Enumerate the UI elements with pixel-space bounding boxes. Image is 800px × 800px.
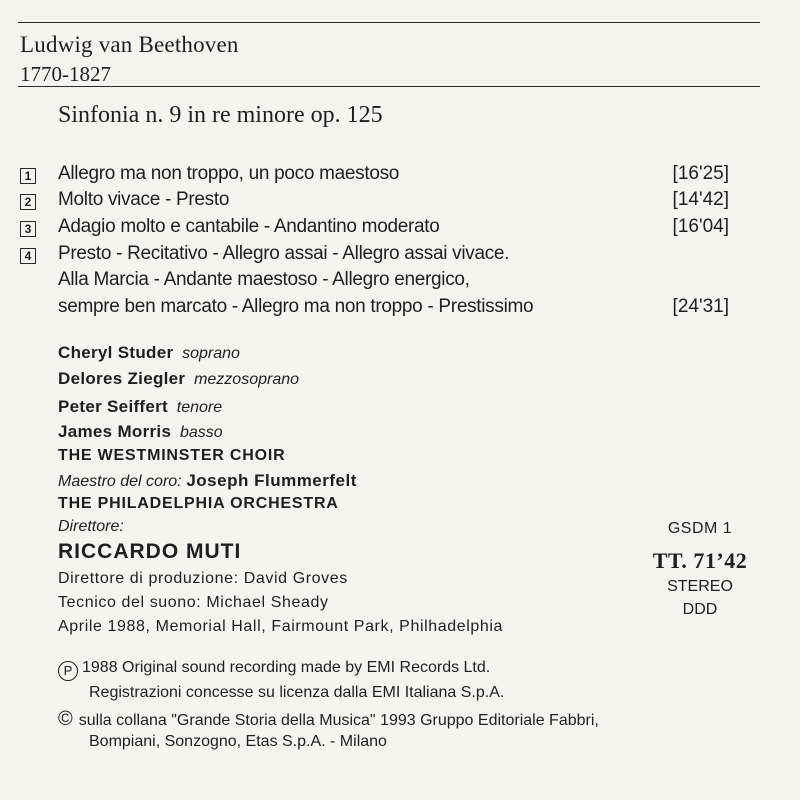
licence-line: Registrazioni concesse su licenza dalla EMI Italiana S.p.A. — [89, 684, 505, 701]
copyright-icon: © — [58, 708, 73, 730]
performer-role: tenore — [176, 399, 223, 416]
chorus-master-line — [58, 471, 357, 491]
copyright-text: sulla collana "Grande Storia della Musica" 1993 Gruppo Editoriale Fabbri, — [78, 712, 599, 729]
track-title: Presto - Recitativo - Allegro assai - Allegro assai vivace. — [58, 243, 510, 264]
producer-credit: Direttore di produzione: David Groves — [58, 570, 348, 587]
track-title: Molto vivace - Presto — [58, 189, 230, 210]
track-duration: [24'31] — [672, 296, 729, 317]
work-title: Sinfonia n. 9 in re minore op. 125 — [58, 102, 383, 128]
track-number-box: 4 — [20, 248, 36, 264]
track-title: Adagio molto e cantabile - Andantino moderato — [58, 216, 440, 237]
performer-name: James Morris — [58, 422, 172, 441]
performer-role: soprano — [182, 345, 240, 362]
track-row — [20, 296, 760, 322]
phonogram-line — [58, 659, 490, 681]
composer-dates: 1770-1827 — [20, 62, 111, 86]
choir-name: THE WESTMINSTER CHOIR — [58, 447, 286, 464]
publisher-line: Bompiani, Sonzogno, Etas S.p.A. - Milano — [89, 733, 387, 750]
conductor-label: Direttore: — [58, 518, 124, 535]
total-time: TT. 71’42 — [652, 548, 748, 573]
track-number-box: 3 — [20, 221, 36, 237]
track-number-box: 1 — [20, 168, 36, 184]
track-row — [20, 189, 760, 215]
track-row — [20, 216, 760, 242]
conductor-name: RICCARDO MUTI — [58, 540, 242, 563]
performer-name: Cheryl Studer — [58, 343, 174, 362]
performer-role: basso — [179, 424, 223, 441]
copyright-line — [58, 708, 599, 731]
performer-4 — [58, 422, 223, 442]
track-duration: [16'04] — [672, 216, 729, 237]
track-duration: [16'25] — [672, 163, 729, 184]
track-duration: [14'42] — [672, 189, 729, 210]
orchestra-name: THE PHILADELPHIA ORCHESTRA — [58, 495, 339, 512]
chorus-master-label: Maestro del coro: — [58, 473, 182, 490]
performer-2 — [58, 369, 299, 389]
track-row — [20, 163, 760, 189]
stereo-label: STEREO — [667, 578, 733, 595]
performer-1 — [58, 343, 240, 363]
chorus-master-name: Joseph Flummerfelt — [186, 471, 357, 490]
performer-name: Peter Seiffert — [58, 397, 169, 416]
engineer-credit: Tecnico del suono: Michael Sheady — [58, 594, 329, 611]
phonogram-icon: P — [58, 661, 78, 681]
track-number-box: 2 — [20, 194, 36, 210]
performer-name: Delores Ziegler — [58, 369, 186, 388]
track-row — [20, 243, 760, 269]
recording-date-place: Aprile 1988, Memorial Hall, Fairmount Park, Philhadelphia — [58, 618, 504, 635]
track-title: Alla Marcia - Andante maestoso - Allegro energico, — [58, 269, 470, 290]
track-row — [20, 269, 760, 295]
top-rule — [18, 22, 760, 23]
performer-3 — [58, 397, 222, 417]
composer-name: Ludwig van Beethoven — [20, 32, 239, 57]
performer-role: mezzosoprano — [194, 371, 300, 388]
track-title: sempre ben marcato - Allegro ma non troppo - Prestissimo — [58, 296, 534, 317]
ddd-label: DDD — [682, 601, 718, 618]
track-title: Allegro ma non troppo, un poco maestoso — [58, 163, 400, 184]
middle-rule — [18, 86, 760, 87]
phonogram-text: 1988 Original sound recording made by EMI Records Ltd. — [82, 659, 491, 676]
catalog-number: GSDM 1 — [667, 520, 733, 537]
